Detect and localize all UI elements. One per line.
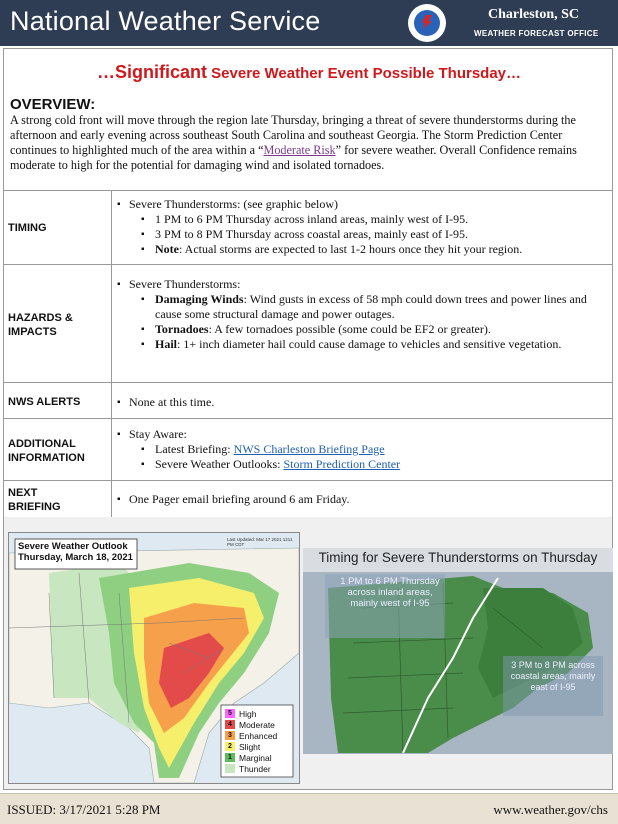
tornado-text: : A few tornadoes possible (some could be EF2 or greater). bbox=[208, 322, 491, 336]
note-label: Note bbox=[155, 242, 179, 256]
legend-label: High bbox=[239, 708, 257, 719]
legend-item bbox=[225, 719, 293, 730]
hazards-content bbox=[119, 277, 609, 352]
outlook-legend bbox=[225, 708, 293, 774]
legend-label: Slight bbox=[239, 741, 261, 752]
timing-inland: ▪ 1 PM to 6 PM Thursday across inland areas, mainly west of I-95. bbox=[119, 212, 609, 227]
footer-bar bbox=[0, 793, 618, 824]
office-city: Charleston, SC bbox=[488, 7, 580, 22]
outlook-line bbox=[119, 457, 609, 472]
hazards-row bbox=[3, 264, 613, 383]
noaa-logo-icon bbox=[408, 4, 446, 42]
additional-label: ADDITIONAL INFORMATION bbox=[8, 438, 85, 464]
next-label: NEXT BRIEFING bbox=[8, 487, 61, 513]
headline bbox=[0, 62, 618, 83]
legend-item bbox=[225, 752, 293, 763]
headline-lead: …Significant bbox=[96, 62, 207, 82]
next-content bbox=[119, 492, 609, 507]
issued-time: ISSUED: 3/17/2021 5:28 PM bbox=[7, 802, 161, 817]
legend-item bbox=[225, 708, 293, 719]
next-text: ▪ One Pager email briefing around 6 am Friday. bbox=[119, 492, 609, 507]
tornado-label: Tornadoes bbox=[155, 322, 209, 336]
legend-item bbox=[225, 763, 293, 774]
hail-text: : 1+ inch diameter hail could cause damage to vehicles and sensitive vegetation. bbox=[177, 337, 562, 351]
timing-label: TIMING bbox=[8, 222, 47, 234]
timing-note bbox=[119, 242, 609, 257]
timing-content bbox=[119, 197, 609, 257]
header-bar bbox=[0, 0, 618, 46]
overview-text-2: ” for severe weather. Overall Confidence remains moderate to high for the potential for damaging wind and isolated tornadoes. bbox=[10, 143, 577, 172]
spc-link[interactable]: Storm Prediction Center bbox=[283, 457, 401, 471]
timing-map bbox=[303, 548, 613, 754]
severe-outlook-map bbox=[8, 532, 300, 784]
outlook-updated: Last Updated: Mar 17 2021 1211 PM CDT bbox=[227, 537, 293, 547]
briefing-page-link[interactable]: NWS Charleston Briefing Page bbox=[233, 442, 385, 456]
outlook-title-line1: Severe Weather Outlook bbox=[18, 541, 128, 552]
legend-label: Enhanced bbox=[239, 730, 278, 741]
website-url[interactable]: www.weather.gov/chs bbox=[493, 802, 608, 817]
page-title: National Weather Service bbox=[10, 6, 321, 36]
overview-heading: OVERVIEW: bbox=[10, 96, 96, 113]
office-subtitle: WEATHER FORECAST OFFICE bbox=[474, 29, 599, 38]
additional-bullet: ▪ Stay Aware: bbox=[119, 427, 609, 442]
legend-swatch: 3 bbox=[225, 731, 235, 740]
alerts-text: ▪ None at this time. bbox=[119, 395, 609, 410]
hazards-label: HAZARDS & IMPACTS bbox=[8, 312, 73, 338]
wind-label: Damaging Winds bbox=[155, 292, 244, 306]
next-row bbox=[3, 480, 613, 518]
briefing-line bbox=[119, 442, 609, 457]
alerts-row bbox=[3, 382, 613, 419]
legend-label: Marginal bbox=[239, 752, 272, 763]
overview-text bbox=[10, 113, 610, 173]
outlook-prefix: Severe Weather Outlooks: bbox=[155, 457, 284, 471]
legend-swatch: 2 bbox=[225, 742, 235, 751]
additional-row bbox=[3, 418, 613, 481]
legend-label: Thunder bbox=[239, 763, 271, 774]
legend-swatch: 4 bbox=[225, 720, 235, 729]
legend-item bbox=[225, 730, 293, 741]
timing-bullet: ▪ Severe Thunderstorms: (see graphic below) bbox=[119, 197, 609, 212]
hazard-tornado bbox=[119, 322, 609, 337]
briefing-prefix: Latest Briefing: bbox=[155, 442, 234, 456]
timing-map-inland: 1 PM to 6 PM Thursday across inland areas, mainly west of I-95 bbox=[340, 576, 440, 609]
timing-map-coastal: 3 PM to 8 PM across coastal areas, mainly east of I-95 bbox=[510, 660, 596, 692]
hazard-hail bbox=[119, 337, 609, 352]
legend-swatch bbox=[225, 764, 235, 773]
legend-label: Moderate bbox=[239, 719, 275, 730]
note-text: : Actual storms are expected to last 1-2 hours once they hit your region. bbox=[179, 242, 523, 256]
alerts-label: NWS ALERTS bbox=[8, 396, 81, 408]
additional-content bbox=[119, 427, 609, 472]
timing-coastal: ▪ 3 PM to 8 PM Thursday across coastal areas, mainly east of I-95. bbox=[119, 227, 609, 242]
outlook-title-line2: Thursday, March 18, 2021 bbox=[18, 552, 133, 563]
overview-text-1: A strong cold front will move through the region late Thursday, bringing a threat of severe thunderstorms during the afternoon and early evening across southeast South Carolina and southeast Georgia. The Storm Prediction Center continues to highlighted much of the area within a “ bbox=[10, 113, 576, 157]
timing-row bbox=[3, 190, 613, 265]
hazard-wind bbox=[119, 292, 609, 322]
legend-swatch: 5 bbox=[225, 709, 235, 718]
legend-item bbox=[225, 741, 293, 752]
hail-label: Hail bbox=[155, 337, 178, 351]
timing-map-title: Timing for Severe Thunderstorms on Thursday bbox=[318, 550, 598, 565]
legend-swatch: 1 bbox=[225, 753, 235, 762]
outlook-map-title bbox=[18, 541, 133, 563]
alerts-content bbox=[119, 395, 609, 410]
hazards-bullet: ▪ Severe Thunderstorms: bbox=[119, 277, 609, 292]
moderate-risk-link[interactable]: Moderate Risk bbox=[263, 143, 336, 157]
headline-rest: Severe Weather Event Possible Thursday… bbox=[207, 65, 522, 82]
wind-text: : Wind gusts in excess of 58 mph could down trees and power lines and cause some structural damage and power outages. bbox=[155, 292, 587, 321]
